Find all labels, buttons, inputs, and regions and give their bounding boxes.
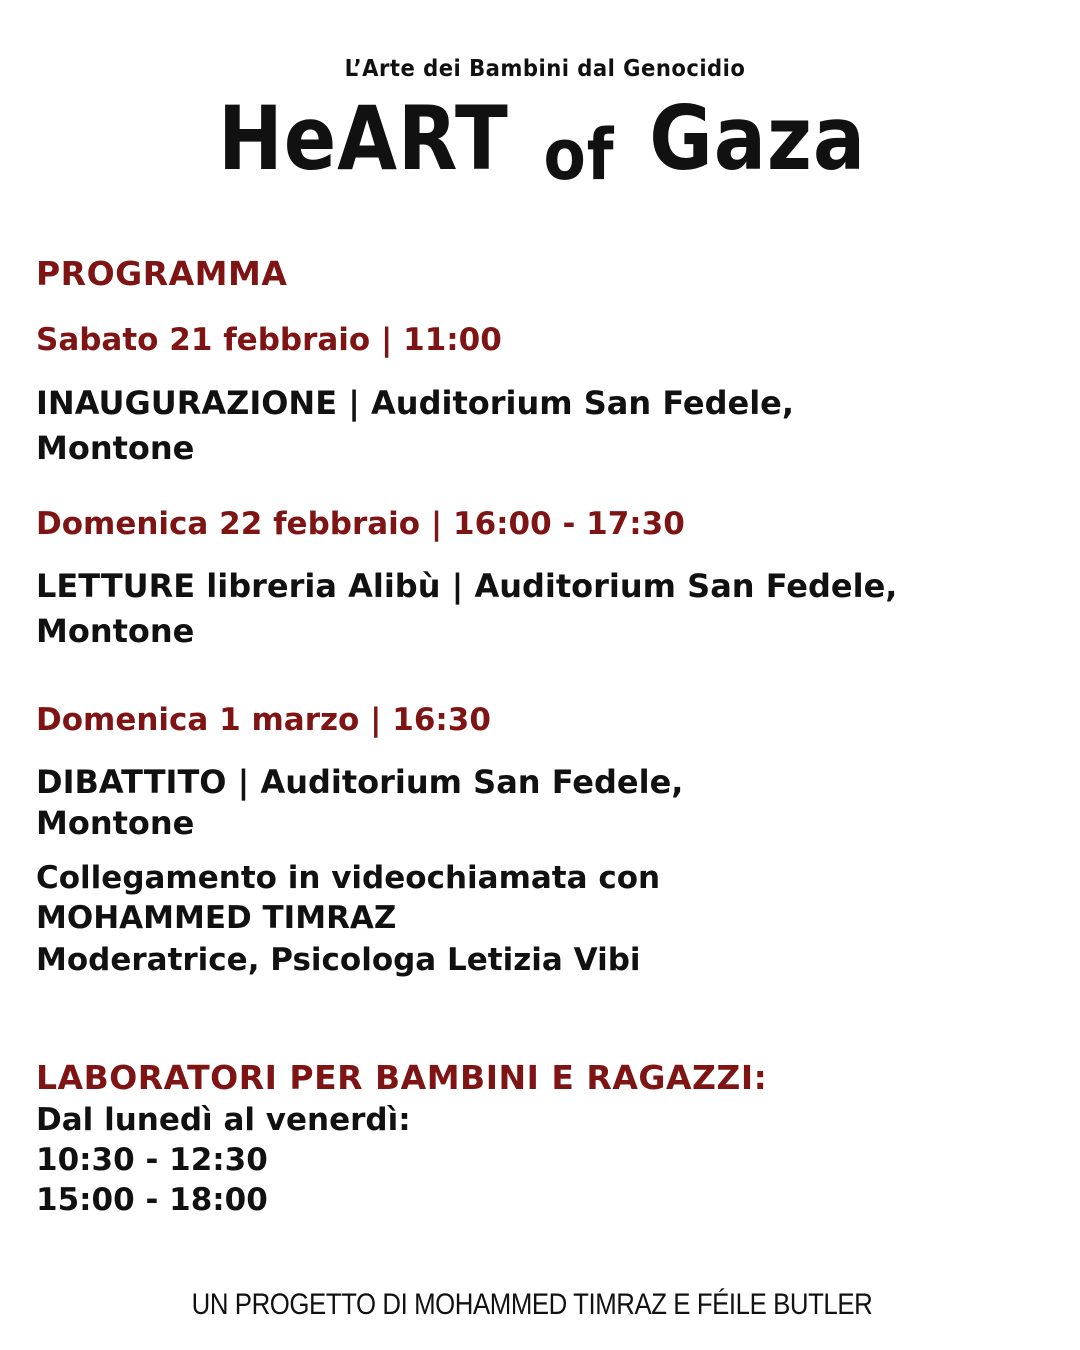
workshops-time-1: 10:30 - 12:30 [36,1142,268,1178]
event-2-line-1: LETTURE libreria Alibù | Auditorium San Fedele, [36,567,898,605]
poster-subtitle: L’Arte dei Bambini dal Genocidio [344,56,746,82]
event-2-line-2: Montone [36,612,195,650]
footer-credit: UN PROGETTO DI MOHAMMED TIMRAZ E FÉILE BUTLER [191,1288,873,1321]
title-of: of [543,114,615,196]
event-2-date: Domenica 22 febbraio | 16:00 - 17:30 [36,506,685,542]
event-3-line-2: Montone [36,804,195,842]
event-1-line-2: Montone [36,429,195,467]
poster-title [65,84,1019,200]
event-3-detail-1: Collegamento in videochiamata con [36,860,661,896]
title-gaza: Gaza [649,87,866,190]
event-3-date: Domenica 1 marzo | 16:30 [36,702,491,738]
event-3-detail-2: MOHAMMED TIMRAZ [36,900,397,936]
workshops-days: Dal lunedì al venerdì: [36,1102,411,1138]
event-1-line-1: INAUGURAZIONE | Auditorium San Fedele, [36,384,795,422]
program-heading: PROGRAMMA [36,254,288,293]
title-heart: HeART [218,87,509,190]
workshops-heading: LABORATORI PER BAMBINI E RAGAZZI: [36,1058,768,1097]
event-3-line-1: DIBATTITO | Auditorium San Fedele, [36,763,684,801]
event-1-date: Sabato 21 febbraio | 11:00 [36,322,502,358]
event-3-detail-3: Moderatrice, Psicologa Letizia Vibi [36,942,641,978]
workshops-time-2: 15:00 - 18:00 [36,1182,268,1218]
